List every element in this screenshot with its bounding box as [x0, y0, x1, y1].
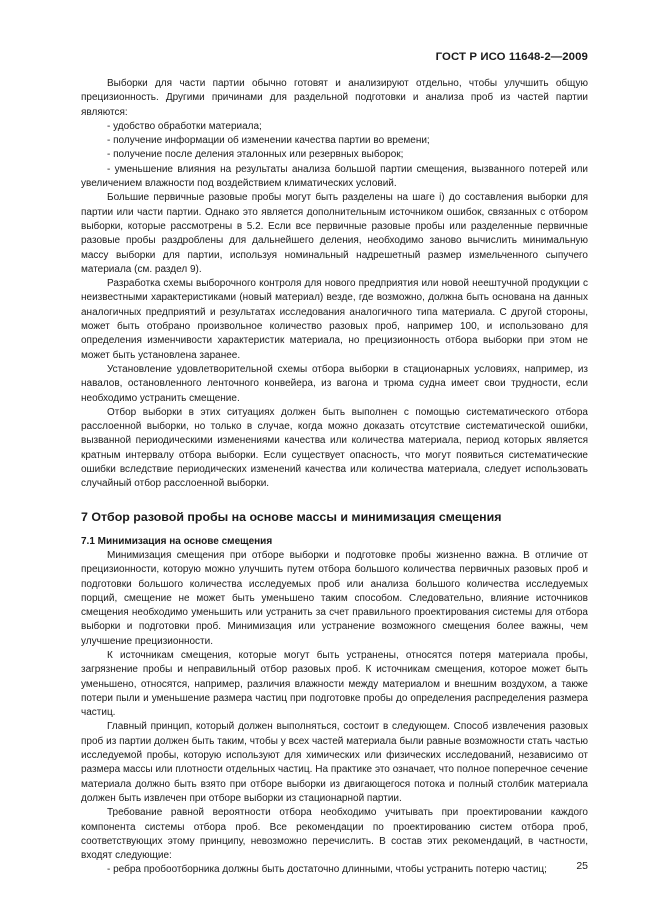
- paragraph: Выборки для части партии обычно готовят и анализируют отдельно, чтобы улучшить общую прецизионность. Другими причинами для раздельной подготовки и анализа проб из частей партии являются:: [81, 78, 588, 118]
- standard-header: ГОСТ Р ИСО 11648-2—2009: [435, 51, 588, 63]
- list-item: - получение после деления эталонных или резервных выборок;: [107, 149, 404, 161]
- list-item: - уменьшение влияния на результаты анализа большой партии смещения, вызванного потерей или увеличением влажности под воздействием климатических условий.: [81, 163, 588, 190]
- paragraph: Отбор выборки в этих ситуациях должен быть выполнен с помощью систематического отбора расслоенной выборки, но только в случае, когда можно доказать отсутствие систематической ошибки, вызванной периодическими изменениями качества или количества материала, период которых является кратным интервалу отбора выборки. Если существует опасность, что могут появиться систематические ошибки вследствие периодических изменений качества или количества материала, следует использовать случайный отбор расслоенной выборки.: [81, 406, 588, 490]
- paragraph: Большие первичные разовые пробы могут быть разделены на шаге i) до составления выборки для партии или части партии. Однако это является дополнительным источником ошибок, связанных с отбором выборки, которые рассмотрены в 5.2. Если все первичные разовые пробы или разделенные первичные разовые пробы раздроблены для дальнейшего деления, необходимо заново вычислить минимальную массу выборки для партии, используя номинальный надрешетный размер измельченного сыпучего материала (см. раздел 9).: [81, 192, 588, 275]
- paragraph: Минимизация смещения при отборе выборки и подготовке пробы жизненно важна. В отличие от прецизионности, которую можно улучшить путем отбора большого количества первичных разовых проб и подготовки большого количества исследуемых проб или анализа большого количества исследуемых порций, смещение не может быть уменьшено таким способом. Следовательно, влияние источников смещения необходимо уменьшить или устранить за счет правильного проектирования системы для отбора выборки и подготовки проб. Минимизация или устранение возможного смещения более важны, чем улучшение прецизионности.: [81, 549, 588, 647]
- subsection-heading: 7.1 Минимизация на основе смещения: [81, 535, 273, 547]
- list-item: - получение информации об изменении качества партии во времени;: [107, 135, 430, 147]
- paragraph: К источникам смещения, которые могут быть устранены, относятся потеря материала пробы, загрязнение пробы и неправильный отбор разовых проб. К источникам смещения, которое может быть уменьшено, относятся, например, различия влажности между материалом и внешним воздухом, а также потери пыли и уменьшение размера частиц при подготовке пробы до определения распределения размера частиц.: [81, 649, 588, 719]
- section-heading: 7 Отбор разовой пробы на основе массы и минимизация смещения: [81, 509, 502, 524]
- paragraph: Разработка схемы выборочного контроля для нового предприятия или новой неештучной продукции с неизвестными характеристиками (новый материал) везде, где возможно, должна быть основана на данных аналогичных предприятий и результатах исследования аналогичного типа материала. С другой стороны, может быть отобрано произвольное количество разовых проб, например 100, и использовано для определения изменчивости характеристик материала, но прецизионность отбора выборки при этом не может быть установлена заранее.: [81, 278, 588, 361]
- paragraph: Главный принцип, который должен выполняться, состоит в следующем. Способ извлечения разовых проб из партии должен быть таким, чтобы у всех частей материала были равные возможности стать частью исследуемой пробы, которую используют для химических или физических исследований, независимо от размера массы или плотности отдельных частиц. На практике это означает, что полное поперечное сечение материала должно быть взято при отборе выборки из двигающегося потока и полный столбик материала должен быть извлечен при отборе выборки из стационарной партии.: [81, 721, 588, 804]
- page-number: 25: [576, 860, 588, 872]
- list-item: - удобство обработки материала;: [107, 120, 262, 132]
- list-item: - ребра пробоотборника должны быть достаточно длинными, чтобы устранить потерю частиц;: [107, 864, 547, 876]
- paragraph: Установление удовлетворительной схемы отбора выборки в стационарных условиях, например, из навалов, остановленного ленточного конвейера, из вагона и трюма судна имеет свои трудности, если необходимо устранить смещение.: [81, 363, 588, 404]
- paragraph: Требование равной вероятности отбора необходимо учитывать при проектировании каждого компонента системы отбора проб. Все рекомендации по проектированию систем отбора проб, соответствующих этому принципу, невозможно перечислить. В состав этих рекомендаций, в частности, входят следующие:: [81, 807, 588, 862]
- document-body: [81, 77, 588, 878]
